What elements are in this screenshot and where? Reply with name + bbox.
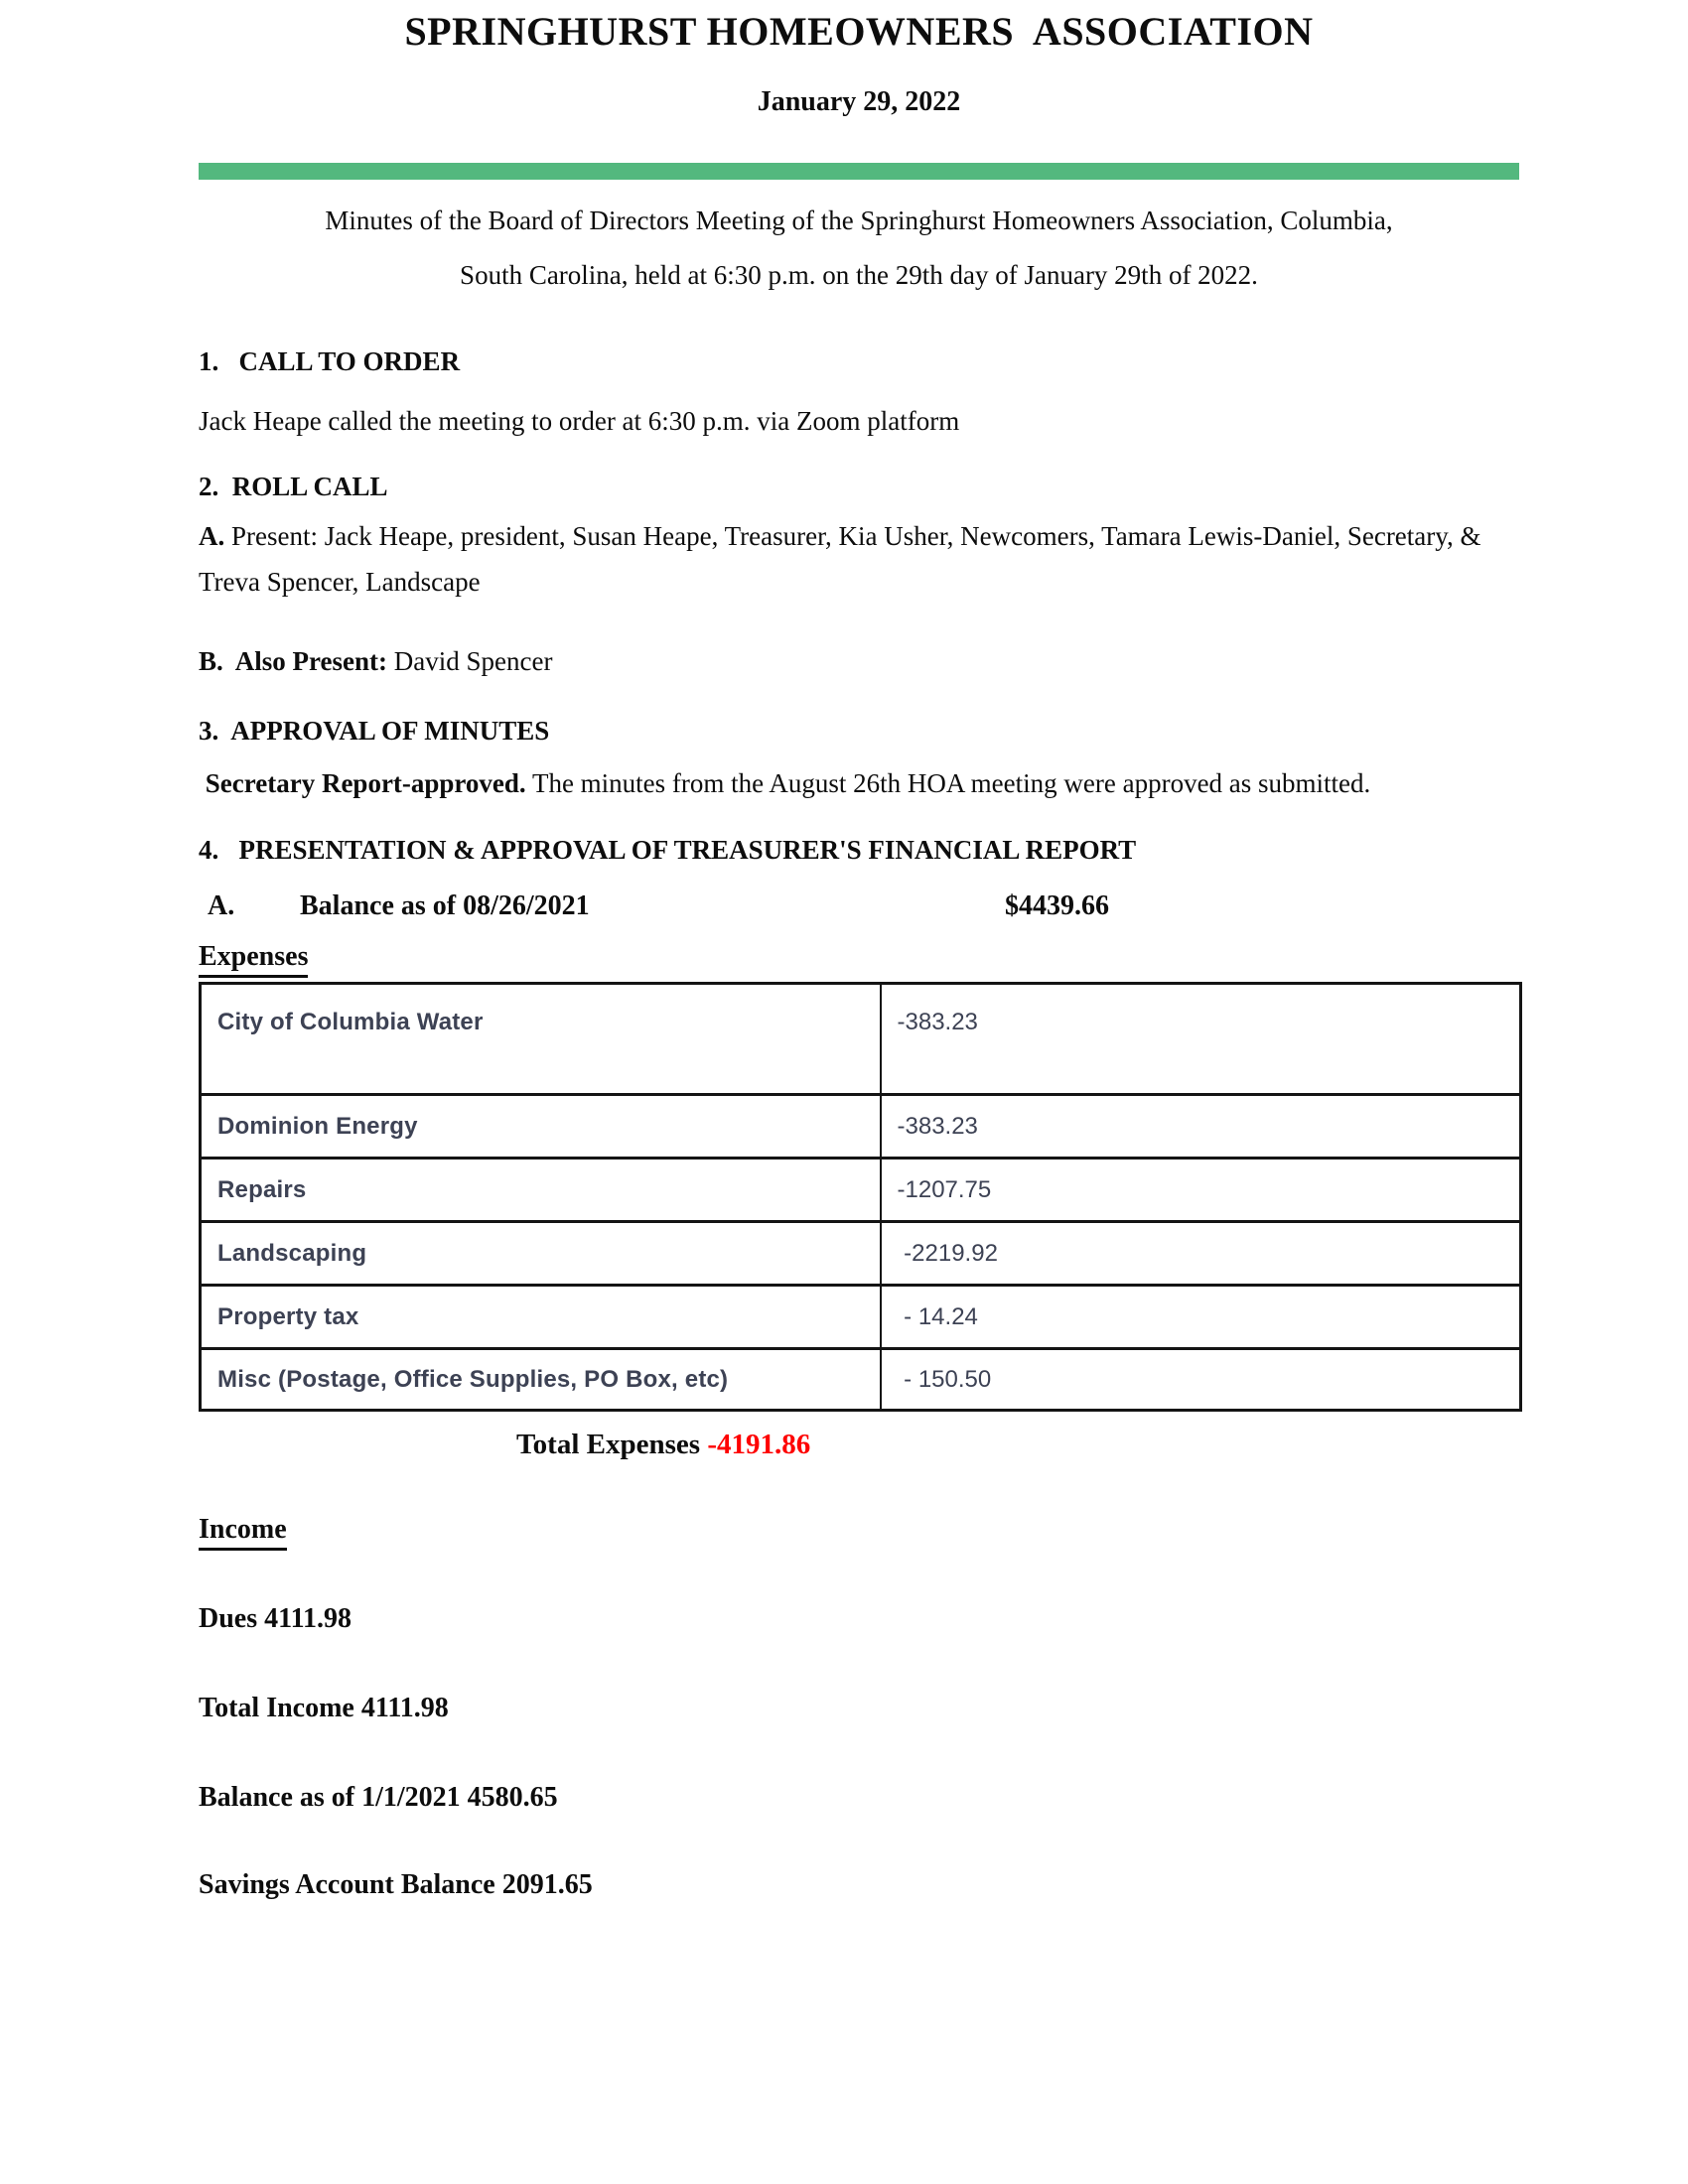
approval-body: The minutes from the August 26th HOA meeting were approved as submitted. (525, 768, 1371, 798)
intro-line-1: Minutes of the Board of Directors Meeting of the Springhurst Homeowners Association, Columbia, (325, 205, 1393, 235)
expense-value-cell: -383.23 (881, 984, 1521, 1095)
income-heading: Income (199, 1513, 287, 1551)
page-title: SPRINGHURST HOMEOWNERS ASSOCIATION (404, 9, 1314, 54)
expense-value-cell: -383.23 (881, 1095, 1521, 1159)
present-label: A. (199, 521, 225, 551)
balance-amount: $4439.66 (1005, 890, 1109, 921)
expense-label-cell: Repairs (201, 1159, 881, 1222)
income-line-balance: Balance as of 1/1/2021 4580.65 (199, 1782, 558, 1813)
section-4-heading: 4. PRESENTATION & APPROVAL OF TREASURER'S FINANCIAL REPORT (199, 835, 1137, 865)
intro-line-2: South Carolina, held at 6:30 p.m. on the 29th day of January 29th of 2022. (460, 260, 1258, 290)
expense-label-cell: Property tax (201, 1286, 881, 1349)
meeting-date: January 29, 2022 (757, 86, 961, 117)
expenses-table (199, 982, 1522, 1412)
present-text: Present: Jack Heape, president, Susan Heape, Treasurer, Kia Usher, Newcomers, Tamara Lewis-Daniel, Secretary, & Treva Spencer, Landscape (199, 521, 1487, 597)
table-row (201, 1286, 1521, 1349)
table-row (201, 1222, 1521, 1286)
income-line-savings: Savings Account Balance 2091.65 (199, 1869, 593, 1900)
balance-row (199, 890, 1519, 924)
section-1-body: Jack Heape called the meeting to order at 6:30 p.m. via Zoom platform (199, 406, 960, 436)
income-line-dues: Dues 4111.98 (199, 1603, 352, 1634)
section-3-heading: 3. APPROVAL OF MINUTES (199, 716, 550, 746)
green-divider-bar (199, 163, 1519, 180)
table-row (201, 1349, 1521, 1411)
total-expenses-line (516, 1428, 1519, 1461)
approval-paragraph (199, 761, 1430, 805)
total-expenses-value: -4191.86 (707, 1429, 811, 1460)
expense-value-cell: - 14.24 (881, 1286, 1521, 1349)
balance-item-label: A. (208, 890, 235, 921)
roll-call-present (199, 513, 1499, 605)
expenses-heading: Expenses (199, 940, 308, 978)
also-present-label: B. Also Present: (199, 646, 387, 676)
table-row (201, 1095, 1521, 1159)
expense-value-cell: - 150.50 (881, 1349, 1521, 1411)
secretary-report-lead: Secretary Report-approved. (199, 768, 526, 798)
table-row (201, 984, 1521, 1095)
also-present-text: David Spencer (387, 646, 553, 676)
expense-label-cell: Misc (Postage, Office Supplies, PO Box, etc) (201, 1349, 881, 1411)
section-2-heading: 2. ROLL CALL (199, 472, 388, 501)
section-1-heading: 1. CALL TO ORDER (199, 346, 461, 376)
expense-label-cell: Landscaping (201, 1222, 881, 1286)
intro-paragraph (199, 194, 1519, 303)
table-row (201, 1159, 1521, 1222)
roll-call-also-present (199, 644, 1519, 678)
balance-text: Balance as of 08/26/2021 (300, 890, 590, 921)
total-expenses-label: Total Expenses (516, 1429, 708, 1460)
income-line-total: Total Income 4111.98 (199, 1693, 449, 1723)
expense-label-cell: City of Columbia Water (201, 984, 881, 1095)
expense-value-cell: -1207.75 (881, 1159, 1521, 1222)
expense-value-cell: -2219.92 (881, 1222, 1521, 1286)
expense-label-cell: Dominion Energy (201, 1095, 881, 1159)
